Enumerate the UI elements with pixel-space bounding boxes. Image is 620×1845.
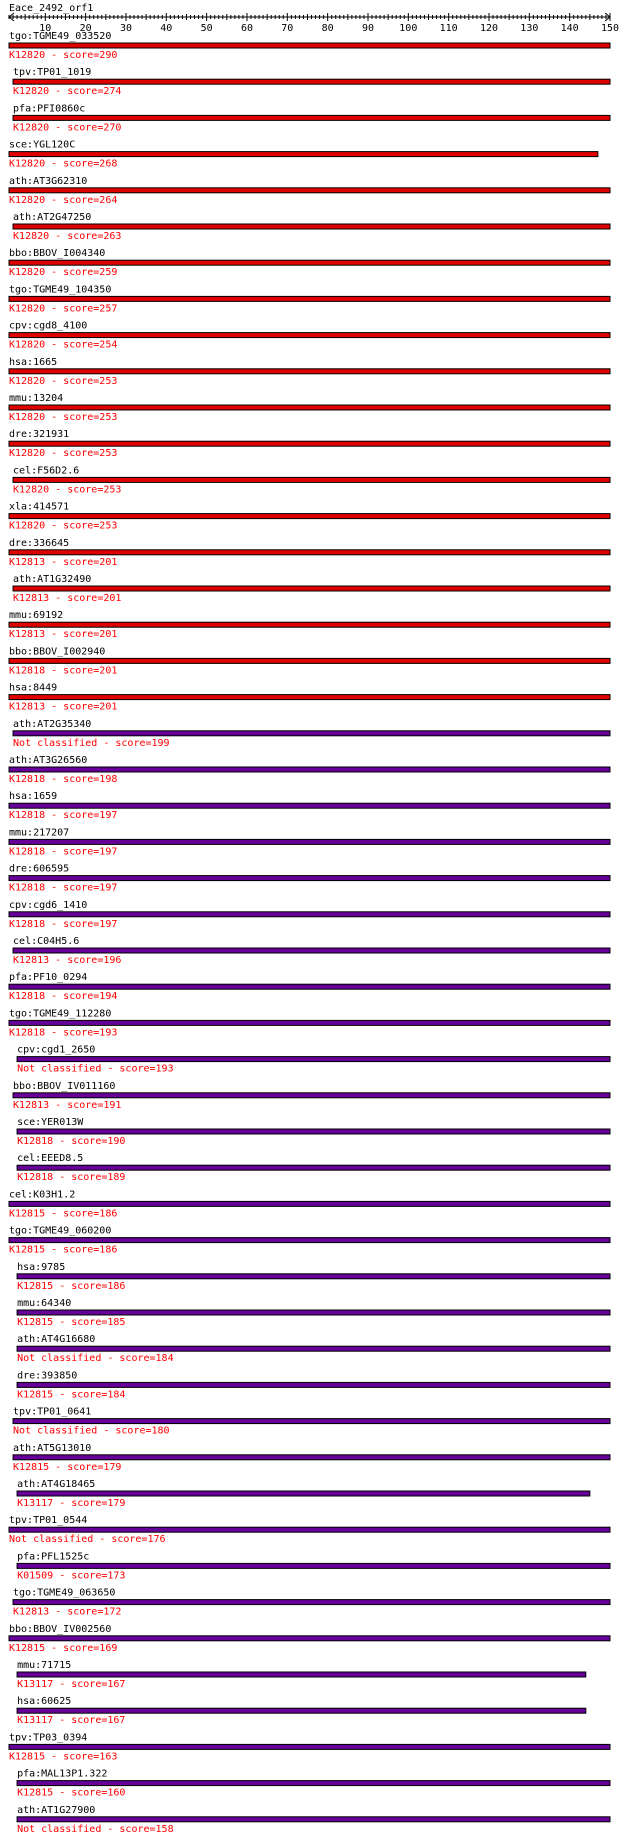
hit-gene-label: pfa:MAL13P1.322	[17, 1768, 108, 1780]
ruler-tick-label: 150	[600, 23, 620, 34]
hit-score-label: K12820 - score=254	[9, 339, 118, 351]
hit-alignment-bar	[9, 1527, 610, 1532]
hit-score-label: K12818 - score=198	[9, 774, 118, 785]
hit-gene-label: hsa:1659	[9, 791, 58, 803]
hit-score-label: K12820 - score=253	[9, 375, 118, 387]
ruler-tick-label: 100	[399, 23, 418, 34]
hit-alignment-bar	[9, 658, 610, 663]
hit-row	[9, 321, 610, 351]
hit-row	[9, 502, 610, 532]
ruler-tick-label: 30	[119, 23, 132, 34]
hit-score-label: K01509 - score=173	[17, 1570, 126, 1582]
hit-row	[17, 1769, 610, 1799]
hit-score-label: K12818 - score=190	[17, 1136, 126, 1147]
hit-gene-label: mmu:13204	[9, 393, 64, 404]
hit-alignment-bar	[17, 1672, 586, 1677]
hit-score-label: K12815 - score=186	[9, 1244, 118, 1256]
hit-alignment-bar	[13, 1093, 610, 1098]
hit-gene-label: ath:AT1G32490	[13, 574, 92, 585]
ruler-tick-label: 80	[321, 23, 334, 34]
hit-row	[9, 31, 610, 61]
ruler-tick-label: 140	[560, 23, 579, 34]
hit-row	[9, 972, 610, 1002]
hit-row	[9, 140, 598, 170]
ruler-tick-label: 70	[281, 23, 294, 34]
hit-gene-label: tpv:TP03_0394	[9, 1732, 88, 1744]
hit-alignment-bar	[17, 1563, 610, 1568]
hit-score-label: K12813 - score=201	[9, 701, 118, 713]
hit-alignment-bar	[13, 79, 610, 84]
hit-score-label: Not classified - score=176	[9, 1534, 166, 1546]
hit-row	[17, 1045, 610, 1075]
ruler-tick-label: 110	[439, 23, 458, 34]
hit-gene-label: tgo:TGME49_063650	[13, 1587, 116, 1599]
hit-alignment-bar	[9, 296, 610, 301]
hit-alignment-bar	[13, 224, 610, 229]
hit-gene-label: ath:AT2G35340	[13, 718, 92, 730]
hit-score-label: K12820 - score=290	[9, 50, 118, 61]
hit-gene-label: hsa:9785	[17, 1261, 66, 1273]
hit-row	[9, 900, 610, 930]
hit-gene-label: sce:YGL120C	[9, 139, 76, 151]
hit-alignment-bar	[9, 1238, 610, 1243]
hit-gene-label: ath:AT3G26560	[9, 755, 88, 766]
hit-row	[13, 465, 610, 495]
hit-alignment-bar	[9, 1636, 610, 1641]
hit-gene-label: sce:YER013W	[17, 1117, 84, 1128]
hit-gene-label: bbo:BBOV_IV011160	[13, 1080, 116, 1092]
hit-alignment-bar	[17, 1274, 610, 1279]
ruler-tick-label: 40	[160, 23, 173, 34]
hit-gene-label: ath:AT4G18465	[17, 1479, 96, 1490]
hit-gene-label: ath:AT5G13010	[13, 1442, 92, 1454]
hit-row	[9, 827, 610, 857]
hit-score-label: K12820 - score=263	[13, 231, 122, 242]
hit-alignment-bar	[9, 1020, 610, 1025]
hit-gene-label: hsa:8449	[9, 682, 58, 694]
hit-row	[9, 538, 610, 568]
hit-row	[9, 248, 610, 278]
hit-row	[13, 1081, 610, 1111]
hit-score-label: K12813 - score=172	[13, 1606, 122, 1618]
hit-row	[9, 393, 610, 423]
hit-row	[17, 1153, 610, 1183]
hit-score-label: Not classified - score=158	[17, 1823, 174, 1835]
hit-gene-label: cpv:cgd8_4100	[9, 320, 88, 332]
hit-score-label: K12820 - score=270	[13, 122, 122, 134]
hit-score-label: K12818 - score=194	[9, 991, 118, 1003]
ruler-tick-label: 60	[240, 23, 254, 34]
hit-alignment-bar	[9, 695, 610, 700]
hit-gene-label: dre:321931	[9, 429, 70, 441]
hit-gene-label: ath:AT4G16680	[17, 1334, 96, 1346]
hit-score-label: K12820 - score=257	[9, 303, 118, 315]
hit-score-label: Not classified - score=193	[17, 1063, 174, 1075]
hit-alignment-bar	[9, 767, 610, 772]
hit-row	[9, 176, 610, 206]
hit-score-label: K12818 - score=197	[9, 918, 118, 930]
hit-row	[9, 357, 610, 387]
ruler-tick-label: 130	[520, 23, 539, 34]
ruler-tick-label: 20	[79, 23, 92, 34]
hit-row	[13, 936, 610, 966]
hit-alignment-bar	[9, 188, 610, 193]
hit-gene-label: ath:AT2G47250	[13, 212, 92, 223]
hit-gene-label: bbo:BBOV_IV002560	[9, 1623, 112, 1635]
hit-row	[9, 1226, 610, 1256]
hit-gene-label: mmu:64340	[17, 1298, 72, 1309]
hit-gene-label: bbo:BBOV_I004340	[9, 248, 106, 260]
hit-alignment-bar	[9, 839, 610, 844]
hit-row	[9, 429, 610, 459]
hit-alignment-bar	[13, 477, 610, 482]
hit-score-label: K12820 - score=253	[9, 412, 118, 423]
hit-alignment-bar	[9, 984, 610, 989]
hit-score-label: K12815 - score=169	[9, 1642, 118, 1654]
hit-alignment-bar	[9, 152, 598, 157]
hit-score-label: K12815 - score=160	[17, 1787, 126, 1799]
hit-row	[17, 1805, 610, 1835]
hit-row	[17, 1551, 610, 1581]
hit-gene-label: tgo:TGME49_112280	[9, 1008, 112, 1020]
hit-score-label: K12820 - score=274	[13, 86, 122, 98]
ruler-tick-label: 10	[39, 23, 52, 34]
hit-alignment-bar	[9, 803, 610, 808]
hit-score-label: Not classified - score=184	[17, 1353, 174, 1365]
hit-gene-label: cel:K03H1.2	[9, 1189, 76, 1201]
hit-gene-label: pfa:PFL1525c	[17, 1551, 90, 1563]
hit-gene-label: tpv:TP01_0544	[9, 1515, 88, 1527]
hit-score-label: K12818 - score=197	[9, 810, 118, 822]
hit-score-label: K13117 - score=167	[17, 1715, 126, 1727]
hit-row	[13, 1443, 610, 1473]
hit-alignment-bar	[9, 369, 610, 374]
hit-alignment-bar	[13, 1455, 610, 1460]
hit-alignment-bar	[9, 1744, 610, 1749]
hit-score-label: K12820 - score=253	[13, 484, 122, 496]
hit-alignment-bar	[9, 1201, 610, 1206]
hit-score-label: K12813 - score=201	[9, 556, 118, 568]
hit-row	[9, 284, 610, 314]
hit-score-label: Not classified - score=180	[13, 1425, 170, 1437]
hit-row	[9, 683, 610, 713]
hit-alignment-bar	[9, 333, 610, 338]
hit-score-label: K12813 - score=201	[9, 629, 118, 641]
hit-score-label: K12820 - score=268	[9, 158, 118, 170]
hit-gene-label: dre:336645	[9, 537, 70, 549]
hit-row	[9, 646, 610, 676]
hit-gene-label: ath:AT1G27900	[17, 1804, 96, 1816]
hit-row	[13, 1588, 610, 1618]
hit-alignment-bar	[13, 948, 610, 953]
hit-row	[9, 1732, 610, 1762]
hit-list	[9, 31, 610, 1835]
hit-alignment-bar	[17, 1708, 586, 1713]
hit-row	[17, 1298, 610, 1328]
hit-row	[13, 212, 610, 242]
hit-alignment-bar	[9, 441, 610, 446]
hit-alignment-bar	[13, 1600, 610, 1605]
hit-score-label: K12815 - score=185	[17, 1317, 126, 1328]
hit-row	[17, 1370, 610, 1400]
hit-alignment-bar	[9, 622, 610, 627]
hit-alignment-bar	[17, 1817, 610, 1822]
hit-gene-label: tpv:TP01_1019	[13, 67, 92, 79]
hit-row	[9, 791, 610, 821]
hit-row	[17, 1117, 610, 1147]
hit-score-label: K12818 - score=197	[9, 846, 118, 858]
hit-score-label: K12815 - score=186	[17, 1280, 126, 1292]
hit-score-label: K12818 - score=201	[9, 665, 118, 677]
hit-gene-label: cel:F56D2.6	[13, 465, 80, 477]
hit-row	[9, 755, 610, 785]
hit-alignment-bar	[17, 1310, 610, 1315]
hit-score-label: K12820 - score=264	[9, 194, 118, 206]
hit-score-label: K12813 - score=201	[13, 593, 122, 604]
hit-score-label: K12813 - score=191	[13, 1099, 122, 1111]
hit-row	[13, 103, 610, 133]
hit-row	[13, 719, 610, 749]
hit-alignment-bar	[9, 912, 610, 917]
hit-row	[13, 574, 610, 604]
hit-alignment-bar	[13, 1419, 610, 1424]
hit-alignment-bar	[17, 1165, 610, 1170]
hit-score-label: Not classified - score=199	[13, 737, 170, 749]
hit-alignment-bar	[9, 260, 610, 265]
query-title: Eace_2492_orf1	[9, 3, 94, 14]
hit-score-label: K12815 - score=186	[9, 1208, 118, 1220]
hit-gene-label: dre:606595	[9, 863, 70, 875]
hit-score-label: K13117 - score=167	[17, 1679, 126, 1690]
hit-row	[13, 67, 610, 97]
hit-score-label: K12815 - score=163	[9, 1751, 118, 1763]
hit-row	[9, 1515, 610, 1545]
hit-gene-label: mmu:217207	[9, 827, 70, 839]
hit-alignment-bar	[9, 405, 610, 410]
hit-alignment-bar	[9, 550, 610, 555]
hit-gene-label: tgo:TGME49_033520	[9, 31, 112, 42]
hit-gene-label: cpv:cgd1_2650	[17, 1044, 96, 1056]
ruler-tick-label: 50	[200, 23, 213, 34]
hit-gene-label: ath:AT3G62310	[9, 175, 88, 187]
hit-gene-label: cel:C04H5.6	[13, 936, 80, 947]
hit-alignment-bar	[17, 1129, 610, 1134]
hit-row	[13, 1407, 610, 1437]
hit-gene-label: tgo:TGME49_104350	[9, 284, 112, 296]
hit-gene-label: dre:393850	[17, 1370, 78, 1382]
hit-gene-label: bbo:BBOV_I002940	[9, 646, 106, 658]
hit-row	[9, 1189, 610, 1219]
hit-alignment-bar	[17, 1781, 610, 1786]
hit-row	[17, 1660, 586, 1690]
ruler-tick-label: 120	[479, 23, 499, 34]
hit-gene-label: pfa:PF10_0294	[9, 972, 88, 984]
hit-row	[17, 1696, 586, 1726]
hit-gene-label: xla:414571	[9, 501, 70, 513]
hit-score-label: K13117 - score=179	[17, 1498, 126, 1509]
hit-alignment-bar	[9, 876, 610, 881]
hit-gene-label: cel:EEED8.5	[17, 1153, 84, 1165]
hit-gene-label: tpv:TP01_0641	[13, 1406, 92, 1418]
hit-alignment-bar	[13, 586, 610, 591]
hit-gene-label: mmu:71715	[17, 1660, 72, 1671]
ruler-tick-label: 90	[361, 23, 375, 34]
hit-score-label: K12813 - score=196	[13, 955, 122, 966]
hit-alignment-bar	[17, 1491, 590, 1496]
hit-row	[9, 610, 610, 640]
hit-gene-label: hsa:60625	[17, 1696, 72, 1708]
hit-score-label: K12818 - score=189	[17, 1172, 126, 1184]
hit-score-label: K12820 - score=253	[9, 520, 118, 532]
hit-score-label: K12818 - score=197	[9, 882, 118, 894]
hit-score-label: K12820 - score=259	[9, 267, 118, 279]
hit-alignment-bar	[13, 731, 610, 736]
hit-gene-label: pfa:PFI0860c	[13, 103, 86, 115]
hit-score-label: K12815 - score=179	[13, 1461, 122, 1473]
hit-row	[17, 1479, 590, 1509]
hit-gene-label: hsa:1665	[9, 356, 58, 368]
hit-score-label: K12818 - score=193	[9, 1027, 118, 1039]
hit-score-label: K12820 - score=253	[9, 448, 118, 460]
hit-gene-label: cpv:cgd6_1410	[9, 899, 88, 911]
hit-gene-label: tgo:TGME49_060200	[9, 1225, 112, 1237]
hit-row	[17, 1262, 610, 1292]
hit-row	[9, 1624, 610, 1654]
hit-row	[9, 864, 610, 894]
hit-alignment-bar	[9, 514, 610, 519]
hit-alignment-bar	[17, 1346, 610, 1351]
hit-gene-label: mmu:69192	[9, 610, 64, 622]
hit-alignment-bar	[9, 43, 610, 48]
hit-alignment-bar	[17, 1382, 610, 1387]
hit-row	[17, 1334, 610, 1364]
hit-score-label: K12815 - score=184	[17, 1389, 126, 1401]
hit-alignment-bar	[13, 115, 610, 120]
hit-row	[9, 1008, 610, 1038]
hit-alignment-bar	[17, 1057, 610, 1062]
